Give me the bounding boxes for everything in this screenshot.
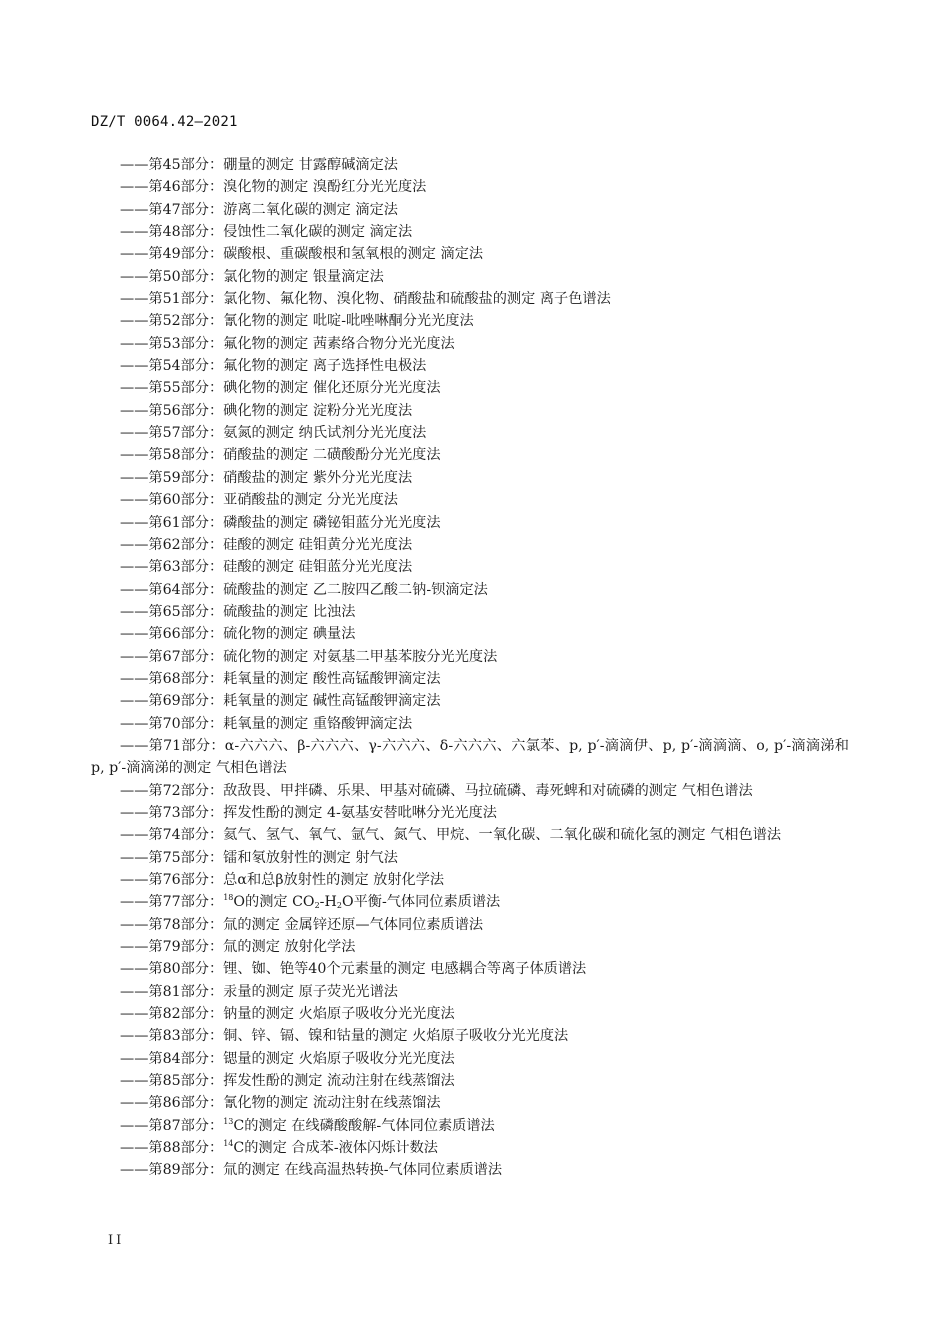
list-item-text: ——第69部分：耗氧量的测定 碱性高锰酸钾滴定法 [120,693,441,710]
list-item-text: ——第56部分：碘化物的测定 淀粉分光光度法 [120,402,413,419]
list-item-text: ——第82部分：钠量的测定 火焰原子吸收分光光度法 [120,1006,455,1023]
list-item-mid: O的测定 CO [233,894,315,911]
list-item-text: ——第85部分：挥发性酚的测定 流动注射在线蒸馏法 [120,1073,455,1090]
list-item [91,199,849,221]
list-item-text: ——第58部分：硝酸盐的测定 二磺酸酚分光光度法 [120,447,441,464]
list-item-text: ——第57部分：氨氮的测定 纳氏试剂分光光度法 [120,425,427,442]
list-item [91,981,849,1003]
list-item-sub2: 2 [336,901,342,911]
list-item [91,601,849,623]
list-item [91,735,849,780]
list-item-pre: ——第87部分： [120,1117,224,1134]
list-item [91,534,849,556]
list-item-text: ——第70部分：耗氧量的测定 重铬酸钾滴定法 [120,715,413,732]
list-item [91,802,849,824]
list-item [91,847,849,869]
list-item [91,1137,849,1159]
list-item [91,958,849,980]
list-item-text: ——第53部分：氟化物的测定 茜素络合物分光光度法 [120,335,455,352]
list-item [91,1115,849,1137]
list-item [91,824,849,846]
list-item-sup: 18 [223,893,234,903]
list-item-text: ——第46部分：溴化物的测定 溴酚红分光光度法 [120,179,427,196]
list-item-text: ——第48部分：侵蚀性二氧化碳的测定 滴定法 [120,224,413,241]
list-item [91,579,849,601]
list-item [91,1070,849,1092]
document-header: DZ/T 0064.42—2021 [91,114,238,130]
list-item [91,467,849,489]
list-item [91,556,849,578]
list-item-text: ——第71部分：α-六六六、β-六六六、γ-六六六、δ-六六六、六氯苯、p, p′-滴滴伊、p, p′-滴滴滴、o, p′-滴滴涕和p, p′-滴滴涕的测定 气相色谱法 [91,737,849,777]
list-item [91,780,849,802]
list-item [91,936,849,958]
list-item [91,1159,849,1181]
list-item-text: ——第60部分：亚硝酸盐的测定 分光光度法 [120,492,398,509]
list-item-text: ——第79部分：氚的测定 放射化学法 [120,939,356,956]
list-item-text: ——第63部分：硅酸的测定 硅钼蓝分光光度法 [120,559,413,576]
list-item [91,914,849,936]
list-item [91,1092,849,1114]
list-item [91,288,849,310]
list-item [91,891,849,913]
list-item [91,1048,849,1070]
list-item [91,400,849,422]
list-item [91,333,849,355]
list-item-pre: ——第88部分： [120,1140,224,1157]
list-item [91,869,849,891]
list-item [91,355,849,377]
list-item-text: ——第74部分：氦气、氢气、氧气、氩气、氮气、甲烷、一氧化碳、二氧化碳和硫化氢的测定 气相色谱法 [120,827,782,844]
list-item-text: ——第52部分：氰化物的测定 吡啶-吡唑啉酮分光光度法 [120,313,474,330]
list-item-text: ——第50部分：氯化物的测定 银量滴定法 [120,268,384,285]
list-item-text: ——第76部分：总α和总β放射性的测定 放射化学法 [120,872,445,888]
list-item-text: ——第75部分：镭和氡放射性的测定 射气法 [120,849,398,866]
list-item-text: ——第61部分：磷酸盐的测定 磷铋钼蓝分光光度法 [120,514,441,531]
list-item-text: ——第62部分：硅酸的测定 硅钼黄分光光度法 [120,536,413,553]
list-item [91,512,849,534]
list-item [91,266,849,288]
list-item [91,310,849,332]
list-item [91,623,849,645]
list-item [91,377,849,399]
list-item [91,489,849,511]
list-item-text: ——第54部分：氟化物的测定 离子选择性电极法 [120,358,427,375]
list-item-text: ——第80部分：锂、铷、铯等40个元素量的测定 电感耦合等离子体质谱法 [120,961,587,978]
list-item-post2: O平衡-气体同位素质谱法 [341,894,501,911]
list-item [91,154,849,176]
list-item [91,713,849,735]
list-item [91,422,849,444]
list-item-text: ——第72部分：敌敌畏、甲拌磷、乐果、甲基对硫磷、马拉硫磷、毒死蜱和对硫磷的测定 气相色谱法 [120,782,753,799]
list-item-text: ——第67部分：硫化物的测定 对氨基二甲基苯胺分光光度法 [120,648,498,665]
list-item-sup: 13 [223,1116,234,1126]
list-item-text: ——第49部分：碳酸根、重碳酸根和氢氧根的测定 滴定法 [120,246,484,263]
list-item-text: ——第65部分：硫酸盐的测定 比浊法 [120,603,356,620]
list-item-text: ——第81部分：汞量的测定 原子荧光光谱法 [120,983,398,1000]
list-item [91,1025,849,1047]
list-item-text: ——第84部分：锶量的测定 火焰原子吸收分光光度法 [120,1050,455,1067]
list-item-mid: C的测定 在线磷酸酸解-气体同位素质谱法 [233,1117,495,1134]
list-item-text: ——第59部分：硝酸盐的测定 紫外分光光度法 [120,469,413,486]
list-item-text: ——第83部分：铜、锌、镉、镍和钴量的测定 火焰原子吸收分光光度法 [120,1028,569,1045]
list-item-text: ——第66部分：硫化物的测定 碘量法 [120,626,356,643]
list-item-text: ——第51部分：氯化物、氟化物、溴化物、硝酸盐和硫酸盐的测定 离子色谱法 [120,291,611,308]
list-item-text: ——第47部分：游离二氧化碳的测定 滴定法 [120,201,398,218]
list-item-post: -H [319,894,337,911]
list-item [91,1003,849,1025]
part-list [91,154,849,1182]
list-item [91,243,849,265]
list-item [91,668,849,690]
list-item-text: ——第89部分：氚的测定 在线高温热转换-气体同位素质谱法 [120,1162,503,1179]
list-item-text: ——第64部分：硫酸盐的测定 乙二胺四乙酸二钠-钡滴定法 [120,581,488,598]
list-item-text: ——第86部分：氰化物的测定 流动注射在线蒸馏法 [120,1095,441,1112]
list-item-text: ——第73部分：挥发性酚的测定 4-氨基安替吡啉分光光度法 [120,804,497,821]
list-item [91,690,849,712]
list-item-sub: 2 [314,901,320,911]
list-item-sup: 14 [223,1139,234,1149]
list-item [91,221,849,243]
list-item-text: ——第55部分：碘化物的测定 催化还原分光光度法 [120,380,441,397]
list-item [91,176,849,198]
list-item-text: ——第78部分：氚的测定 金属锌还原—气体同位素质谱法 [120,916,484,933]
list-item-mid: C的测定 合成苯-液体闪烁计数法 [233,1140,438,1157]
list-item-text: ——第68部分：耗氧量的测定 酸性高锰酸钾滴定法 [120,670,441,687]
list-item [91,444,849,466]
list-item [91,646,849,668]
list-item-text: ——第45部分：硼量的测定 甘露醇碱滴定法 [120,157,398,173]
page-number: II [108,1233,125,1248]
list-item-pre: ——第77部分： [120,894,224,911]
